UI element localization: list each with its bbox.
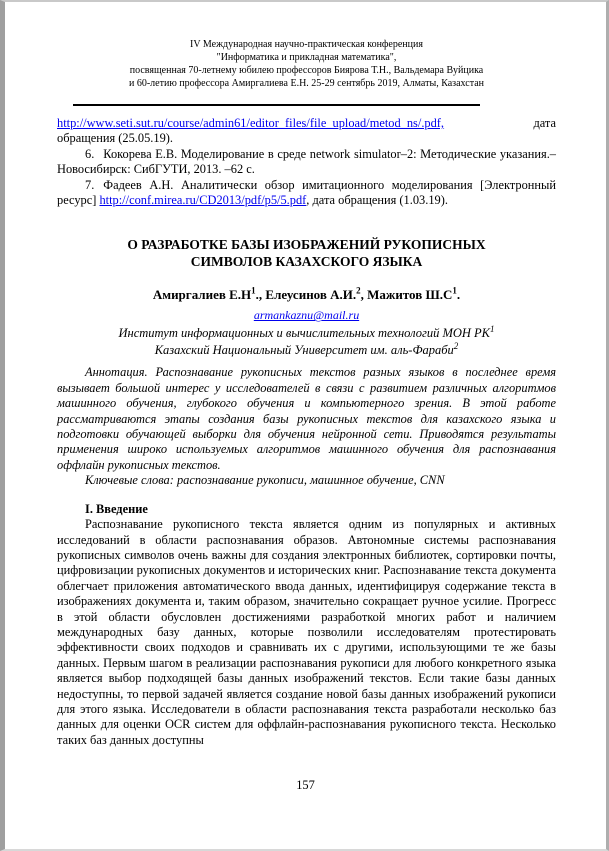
affiliation-text: Казахский Национальный Университет им. аль-Фараби: [154, 342, 454, 357]
author-affiliation-superscript: 1: [452, 286, 457, 297]
author-affiliation-superscript: 1: [251, 286, 256, 297]
paper-title: О РАЗРАБОТКЕ БАЗЫ ИЗОБРАЖЕНИЙ РУКОПИСНЫХ СИМВОЛОВ КАЗАХСКОГО ЯЗЫКА: [127, 237, 486, 269]
email-line: [57, 308, 556, 323]
reference-text: Кокорева Е.В. Моделирование в среде network simulator–2: Методические указания.–Новосибирск: СибГУТИ, 2013. –62 с.: [57, 146, 556, 177]
affiliation-superscript: 2: [453, 340, 459, 351]
abstract-text: Распознавание рукописных текстов разных языков в последнее время вызывает большой интерес у исследователей в связи с развитием различных алгоритмов машинного обучения, глубокого обучения и компьютерного зрения. В этой работе рассматриваются этапы создания базы рукописных текстов для казахского языка и подготовки обучающей выборки для обучения нейронной сети. Приводятся результаты применения широко используемых алгоритмов машинного обучения для распознавания оффлайн рукописных текстов.: [57, 365, 556, 472]
affiliations-block: [57, 325, 556, 358]
references-section: [57, 116, 556, 208]
abstract-paragraph: [57, 365, 556, 473]
page-content: [5, 2, 606, 748]
abstract-label: Аннотация.: [85, 365, 148, 380]
author-separator: .,: [255, 287, 266, 303]
reference-continuation-line2: обращения (25.05.19).: [57, 131, 174, 146]
conference-header: [57, 38, 556, 90]
header-line: посвященная 70-летнему юбилею профессоров Биярова Т.Н., Вальдемара Вуйцика: [129, 65, 484, 76]
affiliation-text: Институт информационных и вычислительных технологий МОН РК: [118, 326, 490, 341]
keywords-line: [57, 473, 556, 488]
introduction-paragraph: Распознавание рукописного текста является одним из популярных и активных исследований в области распознавания образов. Автономные системы распознавания рукописных символов очень важны для создания электронных библиотек, сортировки почты, цифровизации рукописных документов и исторических книг. Распознавание текста документа облегчает приложения автоматического ввода данных, идентифицируя содержание текста в изображениях документа и, таким образом, значительно сокращает ручное усилие. Прогресс в этой области обусловлен достижениями разработкой многих работ и наличием международных базу данных, которые позволили исследователям протестировать эффективности своих подходов и сравнивать их с другими, использующими те же базы данных. Первым шагом в реализации распознавания рукописи для любого конкретного языка является выбор подходящей базы данных изображений текстов. Если такие базы данных недоступны, то первой задачей является создание новой базы данных изображений рукописи для этого языка. Исследователи в области распознавания текста разработали несколько баз данных для оценки OCR систем для оффлайн-распознавания рукописного текста. Несколько таких баз данных доступны: [57, 517, 556, 747]
affiliation-superscript: 1: [489, 324, 495, 335]
header-line: "Информатика и прикладная математика",: [216, 52, 397, 63]
author-name: Мажитов Ш.С: [367, 287, 453, 303]
reference-continuation-line: [57, 116, 556, 131]
reference-item: [57, 178, 556, 209]
reference-link[interactable]: http://conf.mirea.ru/CD2013/pdf/p5/5.pdf: [99, 193, 307, 208]
header-line: IV Международная научно-практическая конференция: [190, 39, 423, 50]
keywords-text: распознавание рукописи, машинное обучение, CNN: [173, 473, 445, 488]
affiliation-line: [57, 342, 556, 359]
reference-number: 7.: [85, 177, 95, 192]
header-rule: [73, 104, 480, 106]
reference-text: , дата обращения (1.03.19).: [306, 193, 448, 208]
header-line: и 60-летию профессора Амиргалиева Е.Н. 25-29 сентябрь 2019, Алматы, Казахстан: [128, 78, 484, 89]
reference-item: [57, 147, 556, 178]
author-separator: ,: [360, 287, 368, 303]
author-name: Амиргалиев Е.Н: [152, 287, 252, 303]
author-affiliation-superscript: 2: [356, 286, 361, 297]
authors-line: [57, 287, 556, 303]
keywords-label: Ключевые слова:: [85, 473, 174, 488]
reference-text: Фадеев А.Н. Аналитически обзор имитационного моделирования [Электронный ресурс]: [57, 177, 556, 208]
affiliation-line: [57, 325, 556, 342]
page-number: 157: [296, 778, 315, 792]
section-heading-introduction: I. Введение: [85, 501, 148, 516]
reference-text: дата: [533, 116, 556, 130]
author-name: Елеусинов А.И.: [265, 287, 357, 303]
author-separator: .: [456, 287, 461, 303]
reference-link[interactable]: http://www.seti.sut.ru/course/admin61/editor_files/file_upload/metod_ns/.pdf,: [57, 116, 445, 130]
author-email-link[interactable]: armankaznu@mail.ru: [253, 308, 360, 323]
reference-number: 6.: [85, 146, 95, 161]
